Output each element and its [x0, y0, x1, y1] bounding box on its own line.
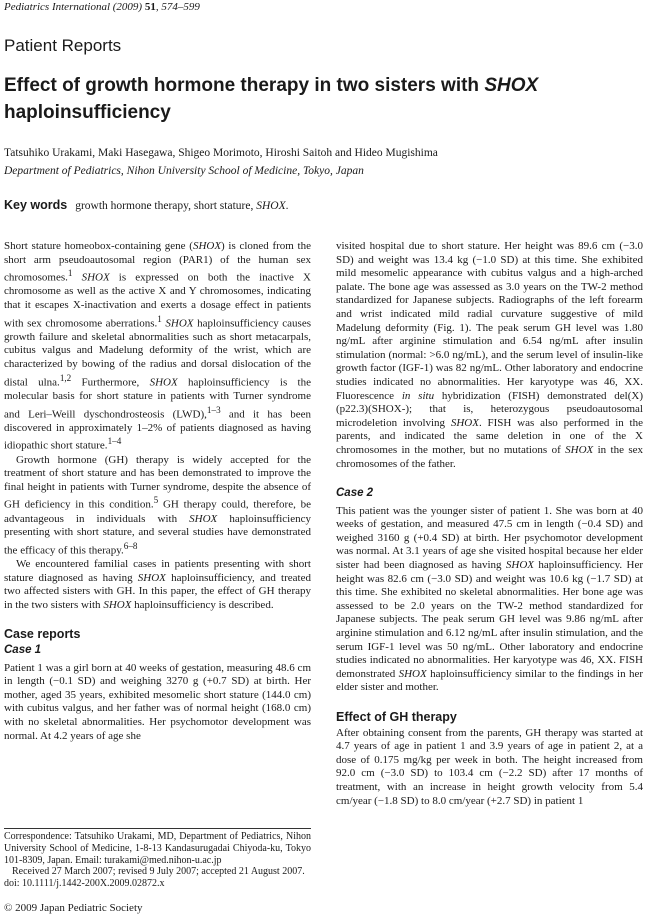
journal-pages: , 574–599: [155, 1, 200, 13]
body-paragraph: This patient was the younger sister of patient 1. She was born at 40 weeks of gestation, and measured 47.5 cm in length (−0.4 SD) and weighed 3160 g (+0.4 SD) at birth. Her psychomotor development was normal. At 3.1 years of age she visited hospital because her elder sister had been diagnosed as having SHOX haploinsufficiency. Her height was 82.6 cm (−3.0 SD) and weight was 10.6 kg (−1.7 SD) at this time. She exhibited no skeletal abnormalities. Her bone age was assessed to be 2.0 years on the TW-2 method standardized for Japanese subjects. The peak serum GH level was 9.86 ng/mL after arginine stimulation and 6.12 ng/mL after insulin stimulation, and the serum IGF-1 level was 50 ng/mL. Other laboratory and endocrine studies indicated no abnormalities. Her karyotype was 46, XX. FISH demonstrated SHOX haploinsufficiency similar to the findings in her elder sister and mother.: [336, 504, 643, 694]
body-paragraph: visited hospital due to short stature. Her height was 89.6 cm (−3.0 SD) and weight was 13.4 kg (−1.0 SD) at this time. She exhibited mild mesomelic appearance with cubitus valgus and a high-arched palate. The bone age was assessed as 3.0 years on the TW-2 method standardized for Japanese subjects. Radiographs of the left forearm and wrist indicated mild radial curvature suggestive of mild Madelung deformity (Fig. 1). The peak serum GH level was 1.80 ng/mL after arginine stimulation and 6.54 ng/mL after insulin stimulation (normal: >6.0 ng/mL), and the serum level of insulin-like growth factor (IGF-1) was 82 ng/mL. Other laboratory and endocrine studies indicated no abnormalities. Her karyotype was 46, XX. Fluorescence in situ hybridization (FISH) demonstrated del(X)(p22.3)(SHOX-); that is, heterozygous pseudoautosomal microdeletion involving SHOX. FISH was also performed in the parents, and indicated the same deletion in one of the X chromosomes in the mother, but no mutations of SHOX in the sex chromosomes of the father.: [336, 240, 644, 470]
body-paragraph: We encountered familial cases in patients presenting with short stature diagnosed as having SHOX haploinsufficiency, and treated two affected sisters with GH. In this paper, the effect of GH therapy in the two sisters with SHOX haploinsufficiency is described.: [4, 558, 311, 611]
heading-effect-of-gh: Effect of GH therapy: [336, 710, 457, 724]
heading-case-2: Case 2: [336, 487, 374, 500]
right-column: [336, 240, 643, 808]
footnote: [4, 828, 311, 890]
article-title: [4, 72, 634, 126]
copyright: © 2009 Japan Pediatric Society: [4, 902, 143, 914]
keywords-text: growth hormone therapy, short stature,: [75, 200, 257, 212]
keywords-gene: SHOX: [256, 200, 286, 212]
received-dates: Received 27 March 2007; revised 9 July 2007; accepted 21 August 2007.: [12, 866, 305, 878]
journal-volume: 51: [144, 1, 156, 13]
correspondence: Correspondence: Tatsuhiko Urakami, MD, Department of Pediatrics, Nihon University School of Medicine, 1-8-13 Kandasurugadai Chiyoda-ku, Tokyo 101-8309, Japan. Email: turakami@med.nihon-u.ac.jp: [4, 831, 311, 866]
title-text: Effect of growth hormone therapy in two sisters with: [4, 75, 485, 96]
body-paragraph: After obtaining consent from the parents, GH therapy was started at 4.7 years of age in patient 1 and 3.9 years of age in patient 2, at a dose of 0.175 mg/kg per week in both. The height increased from 92.0 cm (−3.0 SD) to 103.4 cm (−2.2 SD) after 17 months of treatment, with an increase in height growth velocity from 5.4 cm/year (−1.8 SD) to 8.0 cm/year (+2.7 SD) in patient 1: [336, 726, 643, 807]
heading-case-1: Case 1: [4, 644, 42, 657]
keywords: [4, 198, 624, 212]
body-paragraph: Patient 1 was a girl born at 40 weeks of gestation, measuring 48.6 cm in length (−0.1 SD) and weighing 3270 g (+0.7 SD) at birth. Her mother, aged 35 years, exhibited mesomelic short stature (144.0 cm) with cubitus valgus, and her father was of normal height (168.0 cm) with no skeletal abnormalities. Her psychomotor development was normal. At 4.2 years of age she: [4, 661, 311, 742]
keywords-end: .: [285, 200, 289, 212]
journal-year: (2009): [112, 1, 143, 13]
heading-case-reports: Case reports: [4, 627, 81, 642]
journal-name: Pediatrics International: [4, 1, 111, 13]
section-label: Patient Reports: [4, 36, 122, 55]
keywords-label: Key words: [4, 198, 68, 212]
author-list: Tatsuhiko Urakami, Maki Hasegawa, Shigeo Morimoto, Hiroshi Saitoh and Hideo Mugishima: [4, 147, 438, 159]
journal-citation: [4, 1, 200, 13]
body-paragraph: Short stature homeobox-containing gene (SHOX) is cloned from the short arm pseudoautosomal region (PAR1) of the human sex chromosomes.$^1$ SHOX is expressed on both the inactive X chromosome as well as the active X and Y chromosomes, indicating that it escapes X-inactivation and exerts a dosage effect in patients with sex chromosome aberrations.$^1$ SHOX haploinsufficiency causes growth failure and skeletal abnormalities such as short metacarpals, cubitus valgus and Madelung deformity of the wrist, which are characterized by bowing of the radius and dorsal dislocation of the distal ulna.$^{1,2}$ Furthermore, SHOX haploinsufficiency is the molecular basis for short stature in patients with Turner syndrome and Leri–Weill dyschondrosteosis (LWD),$^{1-3}$ and it has been discovered in approximately 1–2% of patients diagnosed as having idiopathic short stature.$^{1-4}$: [4, 240, 311, 452]
affiliation: Department of Pediatrics, Nihon University School of Medicine, Tokyo, Japan: [4, 165, 364, 177]
doi: doi: 10.1111/j.1442-200X.2009.02872.x: [4, 878, 165, 890]
title-gene: SHOX: [484, 75, 539, 96]
title-text-end: haploinsufficiency: [4, 102, 171, 123]
left-column: [4, 240, 311, 743]
body-paragraph: Growth hormone (GH) therapy is widely accepted for the treatment of short stature and has been demonstrated to improve the final height in patients with Turner syndrome, despite the absence of GH deficiency in this condition.$^5$ GH therapy could, therefore, be advantageous in individuals with SHOX haploinsufficiency presenting with short stature, and several studies have demonstrated the efficacy of this therapy.$^{6-8}$: [4, 453, 311, 557]
footnote-rule: [4, 828, 311, 829]
